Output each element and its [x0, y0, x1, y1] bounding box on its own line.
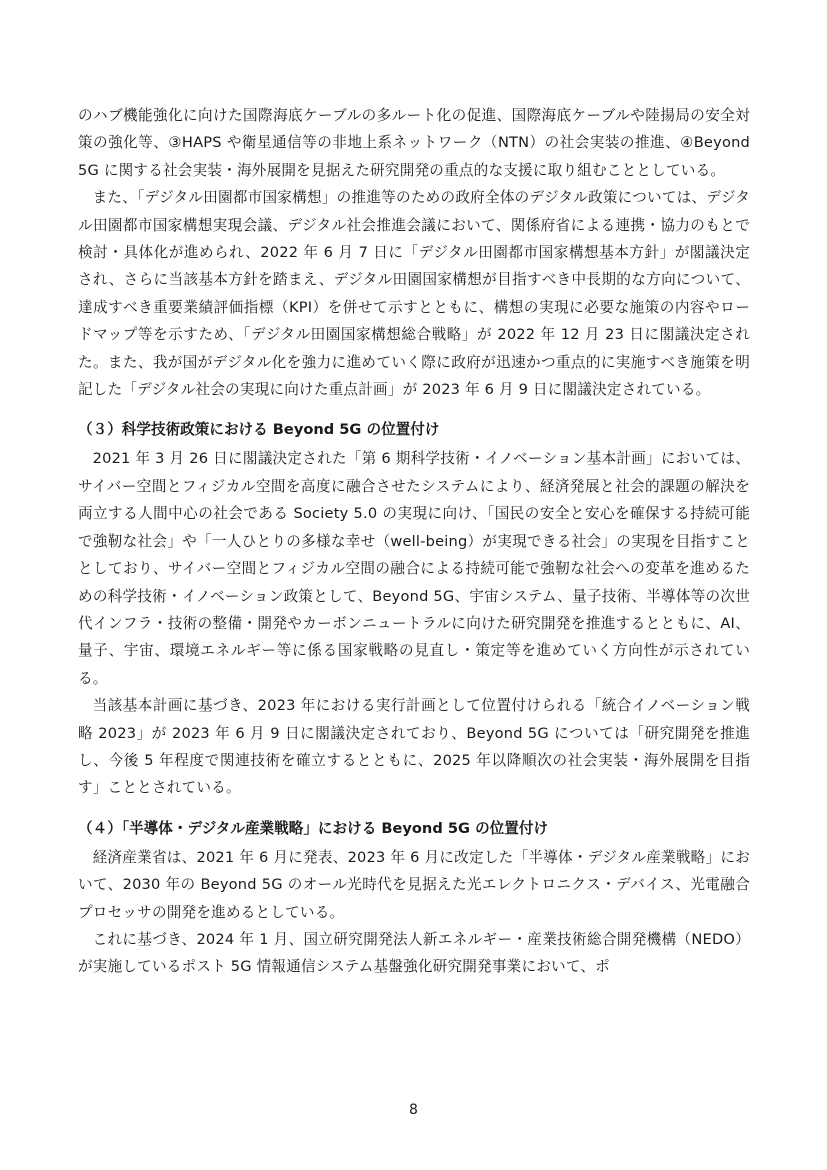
body-paragraph: また、「デジタル田園都市国家構想」の推進等のための政府全体のデジタル政策については、デジタル田園都市国家構想実現会議、デジタル社会推進会議において、関係府省による連携・協力のもとで検討・具体化が進められ、2022 年 6 月 7 日に「デジタル田園都市国家構想基本方針」が閣議決定され、さらに当該基本方針を踏まえ、デジタル田園国家構想が目指すべき中長期的な方向について、達成すべき重要業績評価指標（KPI）を併せて示すとともに、構想の実現に必要な施策の内容やロードマップ等を示すため、「デジタル田園国家構想総合戦略」が 2022 年 12 月 23 日に閣議決定された。また、我が国がデジタル化を強力に進めていく際に政府が迅速かつ重点的に実施すべき施策を明記した「デジタル社会の実現に向けた重点計画」が 2023 年 6 月 9 日に閣議決定されている。 — [78, 189, 750, 399]
section-heading: （４）「半導体・デジタル産業戦略」における Beyond 5G の位置付け — [78, 819, 549, 837]
page-number: 8 — [409, 1102, 418, 1118]
body-paragraph: のハブ機能強化に向けた国際海底ケーブルの多ルート化の促進、国際海底ケーブルや陸揚局の安全対策の強化等、③HAPS や衛星通信等の非地上系ネットワーク（NTN）の社会実装の推進、④Beyond 5G に関する社会実装・海外展開を見据えた研究開発の重点的な支援に取り組むこととしている。 — [78, 107, 750, 179]
body-paragraph: 当該基本計画に基づき、2023 年における実行計画として位置付けられる「統合イノベーション戦略 2023」が 2023 年 6 月 9 日に閣議決定されており、Beyond 5G については「研究開発を推進し、今後 5 年程度で関連技術を確立するとともに、2025 年以降順次の社会実装・海外展開を目指す」こととされている。 — [78, 697, 750, 797]
body-paragraph: これに基づき、2024 年 1 月、国立研究開発法人新エネルギー・産業技術総合開発機構（NEDO）が実施しているポスト 5G 情報通信システム基盤強化研究開発事業において、ポ — [78, 930, 750, 976]
body-paragraph: 経済産業省は、2021 年 6 月に発表、2023 年 6 月に改定した「半導体・デジタル産業戦略」において、2030 年の Beyond 5G のオール光時代を見据えた光エレクトロニクス・デバイス、光電融合プロセッサの開発を進めるとしている。 — [78, 848, 750, 921]
document-body — [78, 102, 750, 981]
body-paragraph: 2021 年 3 月 26 日に閣議決定された「第 6 期科学技術・イノベーション基本計画」においては、サイバー空間とフィジカル空間を高度に融合させたシステムにより、経済発展と社会的課題の解決を両立する人間中心の社会である Society 5.0 の実現に向け、「国民の安全と安心を確保する持続可能で強靭な社会」や「一人ひとりの多様な幸せ（well-being）が実現できる社会」の実現を目指すこととしており、サイバー空間とフィジカル空間の融合による持続可能で強靭な社会への変革を進めるための科学技術・イノベーション政策として、Beyond 5G、宇宙システム、量子技術、半導体等の次世代インフラ・技術の整備・開発やカーボンニュートラルに向けた研究開発を推進するとともに、AI、量子、宇宙、環境エネルギー等に係る国家戦略の見直し・策定等を進めていく方向性が示されている。 — [78, 450, 750, 687]
section-heading: （３）科学技術政策における Beyond 5G の位置付け — [78, 421, 440, 439]
